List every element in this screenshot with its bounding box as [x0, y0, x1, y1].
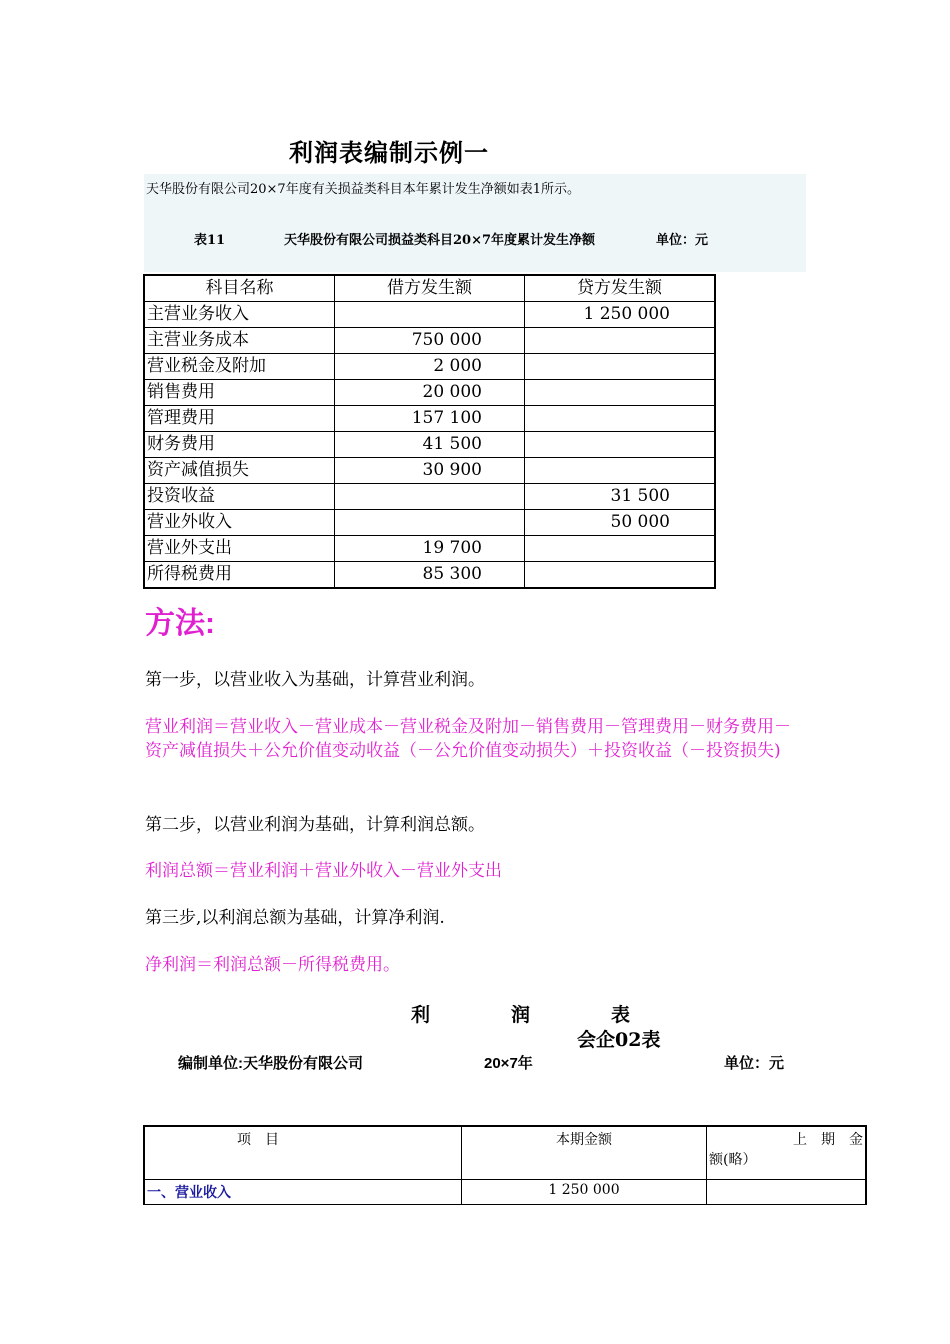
credit-cell	[525, 562, 716, 589]
table-number: 表11	[194, 233, 226, 248]
debit-amount: 85 300	[422, 564, 482, 584]
debit-cell	[335, 536, 525, 562]
method-heading: 方法:	[145, 607, 215, 640]
account-name: 所得税费用	[144, 562, 335, 589]
table-row	[144, 432, 715, 458]
intro-text: 天华股份有限公司20×7年度有关损益类科目本年累计发生净额如表1所示。	[146, 182, 580, 197]
debit-cell	[335, 484, 525, 510]
account-balance-table	[143, 274, 716, 589]
credit-cell	[525, 302, 716, 328]
debit-cell	[335, 562, 525, 589]
account-name: 投资收益	[144, 484, 335, 510]
header-item: 项 目	[144, 1126, 462, 1180]
table-row	[144, 458, 715, 484]
credit-cell	[525, 328, 716, 354]
debit-amount: 2 000	[433, 356, 482, 376]
statement-header-row	[144, 1126, 866, 1180]
page-title: 利润表编制示例一	[289, 138, 489, 167]
debit-amount: 19 700	[422, 538, 482, 558]
credit-cell	[525, 432, 716, 458]
net-profit-formula: 净利润＝利润总额－所得税费用。	[145, 955, 400, 975]
debit-cell	[335, 354, 525, 380]
credit-amount: 1 250 000	[583, 304, 670, 324]
credit-cell	[525, 510, 716, 536]
operating-profit-formula: 营业利润＝营业收入－营业成本－营业税金及附加－销售费用－管理费用－财务费用－资产减值损失＋公允价值变动收益（－公允价值变动损失）＋投资收益（－投资损失)	[145, 717, 791, 761]
credit-cell	[525, 458, 716, 484]
debit-cell	[335, 458, 525, 484]
table-row	[144, 484, 715, 510]
credit-cell	[525, 536, 716, 562]
debit-amount: 41 500	[422, 434, 482, 454]
debit-cell	[335, 510, 525, 536]
statement-year: 20×7年	[484, 1055, 533, 1072]
debit-cell	[335, 380, 525, 406]
table-row	[144, 302, 715, 328]
debit-cell	[335, 328, 525, 354]
debit-cell	[335, 302, 525, 328]
header-prior-amount	[707, 1126, 867, 1180]
account-name: 营业税金及附加	[144, 354, 335, 380]
table-row	[144, 1180, 866, 1205]
statement-code: 会企02表	[577, 1029, 661, 1051]
prior-amount	[707, 1180, 867, 1205]
table-unit: 单位：元	[656, 233, 709, 248]
table-row	[144, 328, 715, 354]
step-two-text: 第二步，以营业利润为基础，计算利润总额。	[145, 815, 485, 835]
credit-cell	[525, 354, 716, 380]
table-caption: 天华股份有限公司损益类科目20×7年度累计发生净额	[284, 233, 596, 248]
credit-amount: 31 500	[610, 486, 670, 506]
preparing-unit: 编制单位:天华股份有限公司	[178, 1055, 363, 1072]
table-row	[144, 510, 715, 536]
table-row	[144, 562, 715, 589]
header-current-amount: 本期金额	[462, 1126, 707, 1180]
statement-title-char: 表	[611, 1004, 631, 1026]
account-name: 主营业务成本	[144, 328, 335, 354]
account-name: 资产减值损失	[144, 458, 335, 484]
credit-cell	[525, 380, 716, 406]
debit-cell	[335, 406, 525, 432]
statement-unit: 单位：元	[724, 1055, 785, 1072]
step-one-text: 第一步，以营业收入为基础，计算营业利润。	[145, 670, 485, 690]
statement-item: 一、营业收入	[144, 1180, 462, 1205]
debit-amount: 750 000	[411, 330, 482, 350]
total-profit-formula: 利润总额＝营业利润＋营业外收入－营业外支出	[145, 861, 502, 881]
table-row	[144, 380, 715, 406]
header-credit: 贷方发生额	[525, 275, 716, 302]
account-name: 营业外支出	[144, 536, 335, 562]
account-name: 管理费用	[144, 406, 335, 432]
table-row	[144, 406, 715, 432]
account-name: 营业外收入	[144, 510, 335, 536]
header-debit: 借方发生额	[335, 275, 525, 302]
credit-amount: 50 000	[610, 512, 670, 532]
debit-amount: 157 100	[411, 408, 482, 428]
table-header-row	[144, 275, 715, 302]
table-row	[144, 354, 715, 380]
statement-title-char: 润	[511, 1004, 531, 1026]
step-three-text: 第三步,以利润总额为基础，计算净利润.	[145, 908, 445, 928]
header-account-name: 科目名称	[144, 275, 335, 302]
credit-cell	[525, 484, 716, 510]
header-prior-line2: 额(略）	[709, 1152, 757, 1168]
header-prior-line1: 上 期 金	[793, 1132, 863, 1148]
debit-cell	[335, 432, 525, 458]
debit-amount: 20 000	[422, 382, 482, 402]
account-name: 销售费用	[144, 380, 335, 406]
current-amount: 1 250 000	[462, 1180, 707, 1205]
table-row	[144, 536, 715, 562]
account-name: 主营业务收入	[144, 302, 335, 328]
statement-title-char: 利	[411, 1004, 431, 1026]
income-statement-table	[143, 1125, 867, 1205]
account-name: 财务费用	[144, 432, 335, 458]
credit-cell	[525, 406, 716, 432]
debit-amount: 30 900	[422, 460, 482, 480]
